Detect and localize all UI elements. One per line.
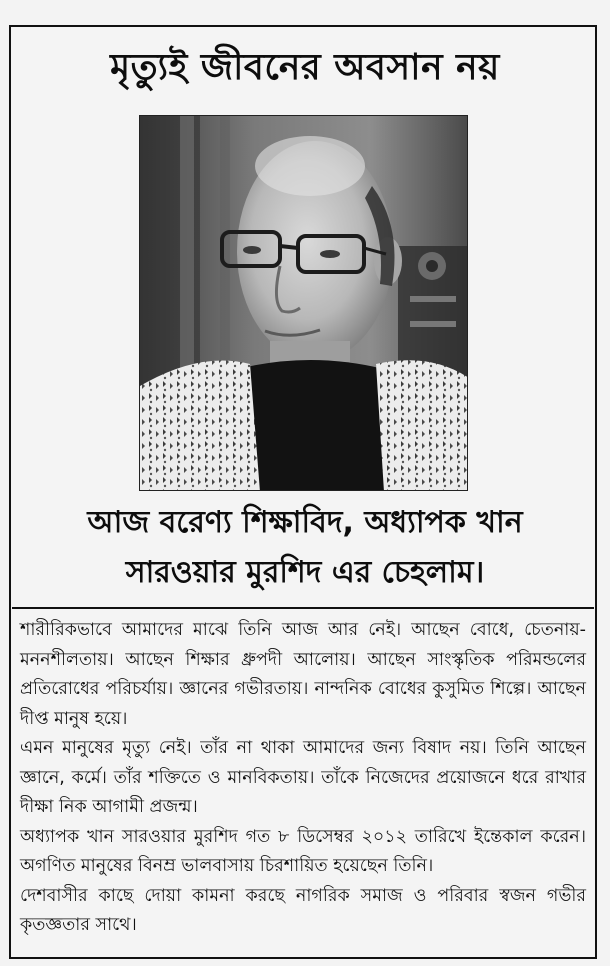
paragraph-4: দেশবাসীর কাছে দোয়া কামনা করছে নাগরিক সমাজ ও পরিবার স্বজন গভীর কৃতজ্ঞতার সাথে। — [20, 885, 586, 935]
divider — [12, 607, 594, 609]
paragraph-2: এমন মানুষের মৃত্যু নেই। তাঁর না থাকা আমাদের জন্য বিষাদ নয়। তিনি আছেন জ্ঞানে, কর্মে। তাঁর শক্তিতে ও মানবিকতায়। তাঁকে নিজেদের প্রয়োজনে ধরে রাখার দীক্ষা নিক আগামী প্রজন্ম। — [20, 738, 586, 817]
portrait-photo — [139, 115, 468, 491]
paragraph-3: অধ্যাপক খান সারওয়ার মুরশিদ গত ৮ ডিসেম্বর ২০১২ তারিখে ইন্তেকাল করেন। অগণিত মানুষের বিনম্র ভালবাসায় চিরশায়িত হয়েছেন তিনি। — [20, 826, 586, 876]
subheading-line-2: সারওয়ার মুরশিদ এর চেহলাম। — [125, 555, 485, 590]
paragraph-1: শারীরিকভাবে আমাদের মাঝে তিনি আজ আর নেই। আছেন বোধে, চেতনায়-মননশীলতায়। আছেন শিক্ষার ধ্রুপদী আলোয়। আছেন সাংস্কৃতিক পরিমন্ডলের প্রতিরোধের পরিচর্যায়। জ্ঞানের গভীরতায়। নান্দনিক বোধের কুসুমিত শিল্পে। আছেন দীপ্ত মানুষ হয়ে। — [20, 620, 586, 729]
subheading-line-1: আজ বরেণ্য শিক্ষাবিদ, অধ্যাপক খান — [87, 505, 523, 540]
body-text — [20, 616, 586, 941]
subheading — [0, 498, 610, 598]
headline: মৃত্যুই জীবনের অবসান নয় — [110, 47, 500, 88]
